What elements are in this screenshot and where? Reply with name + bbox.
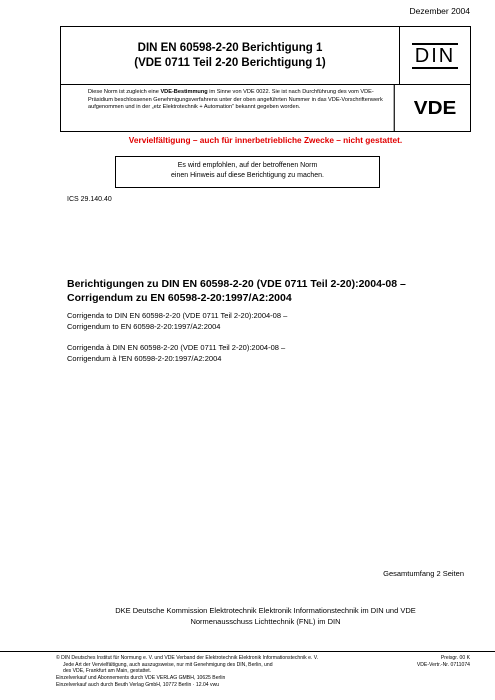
dke-committee	[60, 606, 471, 627]
footer-divider	[0, 651, 495, 652]
french-title	[67, 343, 467, 364]
main-title-line1: Berichtigungen zu DIN EN 60598-2-20 (VDE 0711 Teil 2-20):2004-08 –	[67, 278, 406, 290]
footer-price	[417, 655, 470, 668]
sales-line2: Einzelverkauf auch durch Beuth Verlag GmbH, 10772 Berlin · 12.04 vwu	[56, 681, 220, 688]
din-logo: DIN	[412, 43, 458, 69]
english-title	[67, 311, 467, 332]
vde-note-part1: Diese Norm ist zugleich eine	[88, 89, 161, 95]
hint-box	[115, 156, 380, 188]
dke-line2: Normenausschuss Lichttechnik (FNL) im DIN	[190, 616, 341, 626]
order-number: VDE-Vertr.-Nr. 0711074	[416, 661, 470, 668]
document-title	[61, 27, 399, 84]
header-title-row	[61, 27, 470, 85]
din-logo-cell	[399, 27, 470, 84]
total-pages: Gesamtumfang 2 Seiten	[383, 569, 464, 578]
document-title-line2: (VDE 0711 Teil 2-20 Berichtigung 1)	[134, 56, 326, 69]
header-note-row	[61, 85, 470, 131]
copyright-line2: Jede Art der Vervielfältigung, auch auszugsweise, nur mit Genehmigung des DIN, Berlin, und	[63, 661, 273, 668]
french-title-line2: Corrigendum à l'EN 60598-2-20:1997/A2:2004	[67, 353, 222, 363]
vde-note-part2: im Sinne von VDE 0022. Sie ist nach Durchführung des vom VDE-Präsidium beschlossenen Genehmigungsverfahrens unter der oben angeführten Nummer in das VDE-Vorschriftenwerk aufgenommen und in der „etz Elektrotechnik + Automation“ bekannt gegeben worden.	[88, 89, 383, 111]
dke-line1: DKE Deutsche Kommission Elektrotechnik Elektronik Informationstechnik im DIN und VDE	[115, 606, 416, 615]
vde-logo: VDE	[394, 85, 476, 131]
header-box	[60, 26, 471, 132]
copyright-line1: © DIN Deutsches Institut für Normung e. V. und VDE Verband der Elektrotechnik Elektronik Informationstechnik e. V.	[56, 655, 319, 661]
price-group: Preisgr. 00 K	[440, 655, 470, 661]
main-title	[67, 278, 467, 306]
main-title-line2: Corrigendum zu EN 60598-2-20:1997/A2:2004	[67, 291, 292, 304]
copy-warning: Vervielfältigung – auch für innerbetriebliche Zwecke – nicht gestattet.	[128, 135, 403, 145]
english-title-line1: Corrigenda to DIN EN 60598-2-20 (VDE 0711 Teil 2-20):2004-08 –	[67, 311, 288, 320]
footer-copyright	[56, 655, 386, 689]
sales-line1: Einzelverkauf und Abonnements durch VDE VERLAG GMBH, 10625 Berlin	[56, 675, 226, 682]
publication-date: Dezember 2004	[409, 6, 470, 16]
hint-line2: einen Hinweis auf diese Berichtigung zu machen.	[171, 172, 324, 180]
ics-code: ICS 29.140.40	[67, 196, 112, 203]
vde-note-bold: VDE-Bestimmung	[160, 89, 208, 95]
french-title-line1: Corrigenda à DIN EN 60598-2-20 (VDE 0711 Teil 2-20):2004-08 –	[67, 343, 286, 352]
copyright-line3: des VDE, Frankfurt am Main, gestattet.	[63, 668, 152, 675]
english-title-line2: Corrigendum to EN 60598-2-20:1997/A2:2004	[67, 321, 221, 331]
vde-note	[61, 85, 399, 131]
document-title-line1: DIN EN 60598-2-20 Berichtigung 1	[137, 41, 323, 54]
hint-line1: Es wird empfohlen, auf der betroffenen Norm	[177, 162, 318, 169]
